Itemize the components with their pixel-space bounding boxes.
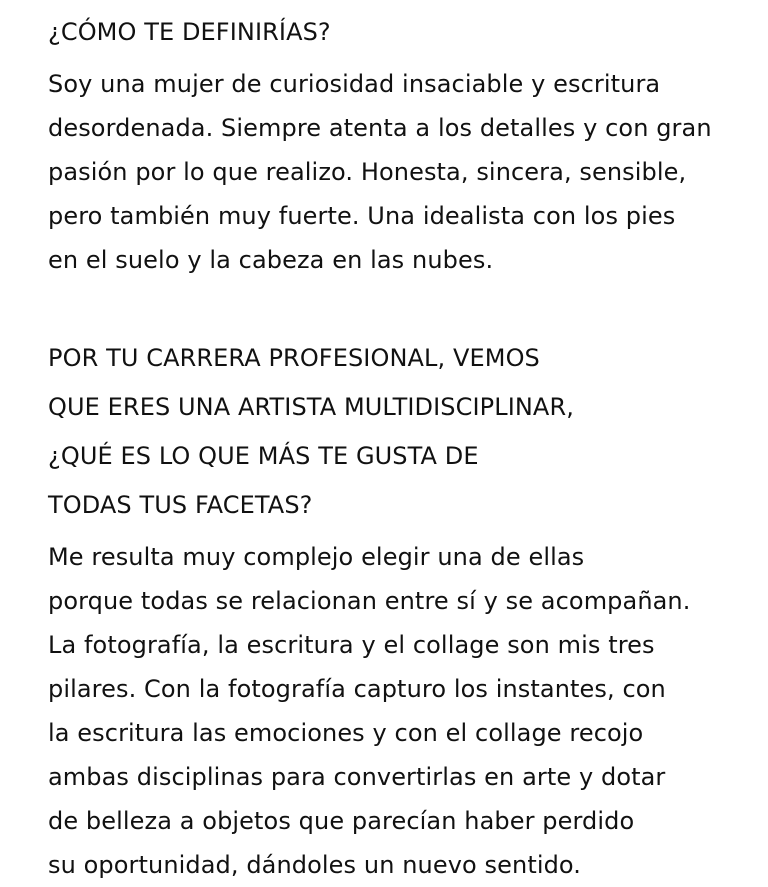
question-line: ¿CÓMO TE DEFINIRÍAS? [48, 18, 331, 46]
answer-paragraph [48, 62, 712, 282]
question-line: POR TU CARRERA PROFESIONAL, VEMOS [48, 344, 540, 372]
answer-line: porque todas se relacionan entre sí y se acompañan. [48, 587, 691, 615]
question-heading [48, 8, 331, 57]
answer-line: la escritura las emociones y con el collage recojo [48, 719, 644, 747]
answer-line: Soy una mujer de curiosidad insaciable y escritura [48, 70, 661, 98]
question-line: QUE ERES UNA ARTISTA MULTIDISCIPLINAR, [48, 393, 574, 421]
answer-line: en el suelo y la cabeza en las nubes. [48, 246, 494, 274]
answer-line: pasión por lo que realizo. Honesta, sincera, sensible, [48, 158, 687, 186]
answer-paragraph [48, 535, 690, 887]
question-line: TODAS TUS FACETAS? [48, 491, 313, 519]
answer-line: su oportunidad, dándoles un nuevo sentido. [48, 851, 582, 879]
question-heading [48, 334, 574, 530]
question-line: ¿QUÉ ES LO QUE MÁS TE GUSTA DE [48, 442, 479, 470]
answer-line: La fotografía, la escritura y el collage son mis tres [48, 631, 655, 659]
answer-line: pilares. Con la fotografía capturo los instantes, con [48, 675, 666, 703]
answer-line: desordenada. Siempre atenta a los detalles y con gran [48, 114, 712, 142]
answer-line: Me resulta muy complejo elegir una de ellas [48, 543, 585, 571]
answer-line: de belleza a objetos que parecían haber perdido [48, 807, 635, 835]
answer-line: pero también muy fuerte. Una idealista con los pies [48, 202, 676, 230]
answer-line: ambas disciplinas para convertirlas en arte y dotar [48, 763, 666, 791]
